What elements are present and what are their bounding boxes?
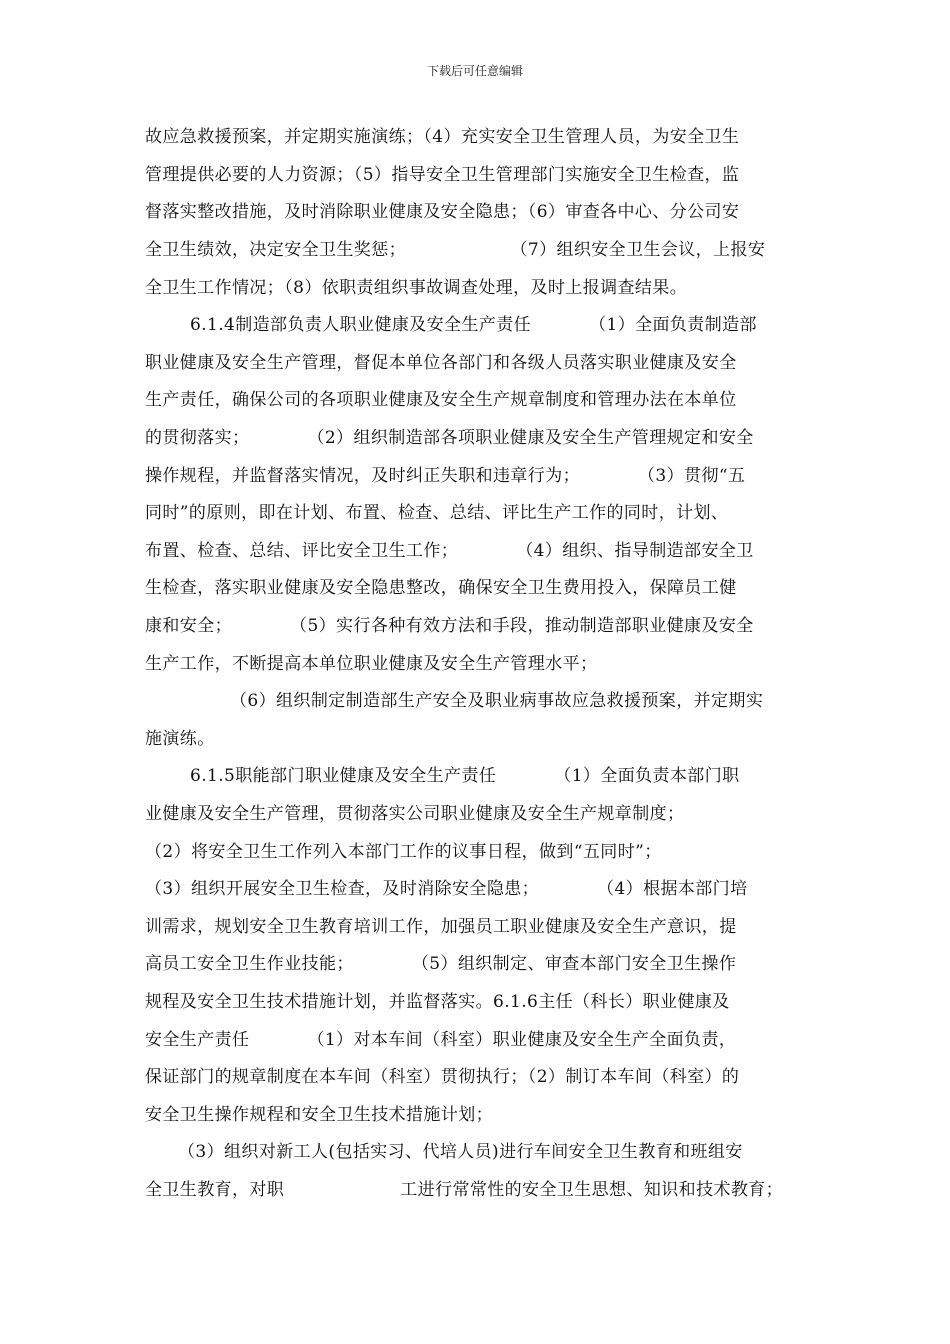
text-line: （3）组织开展安全卫生检查，及时消除安全隐患； （4）根据本部门培 xyxy=(145,879,748,899)
text-line: 的贯彻落实； （2）组织制造部各项职业健康及安全生产管理规定和安全 xyxy=(145,428,754,448)
text-line: 操作规程，并监督落实情况，及时纠正失职和违章行为； （3）贯彻“五 xyxy=(145,466,746,486)
text-line: 故应急救援预案，并定期实施演练；（4）充实安全卫生管理人员，为安全卫生 xyxy=(145,127,740,147)
text-line: 同时”的原则，即在计划、布置、检查、总结、评比生产工作的同时，计划、 xyxy=(145,503,729,523)
text-line: 康和安全； （5）实行各种有效方法和手段，推动制造部职业健康及安全 xyxy=(145,616,754,636)
text-line: 安全卫生操作规程和安全卫生技术措施计划； xyxy=(145,1105,493,1125)
text-line: 生检查，落实职业健康及安全隐患整改，确保安全卫生费用投入，保障员工健 xyxy=(145,578,737,598)
text-line: 全卫生绩效，决定安全卫生奖惩； （7）组织安全卫生会议，上报安 xyxy=(145,240,766,260)
text-line: 施演练。 xyxy=(145,729,215,749)
text-line: 业健康及安全生产管理，贯彻落实公司职业健康及安全生产规章制度； xyxy=(145,804,685,824)
text-line: 布置、检查、总结、评比安全卫生工作； （4）组织、指导制造部安全卫 xyxy=(145,541,754,561)
text-line: 全卫生工作情况；（8）依职责组织事故调查处理，及时上报调查结果。 xyxy=(145,278,688,298)
text-line: 督落实整改措施，及时消除职业健康及安全隐患；（6）审查各中心、分公司安 xyxy=(145,202,740,222)
text-line: 安全生产责任 （1）对本车间（科室）职业健康及安全生产全面负责， xyxy=(145,1030,737,1050)
text-line: 生产责任，确保公司的各项职业健康及安全生产规章制度和管理办法在本单位 xyxy=(145,390,737,410)
page-header: 下载后可任意编辑 xyxy=(426,64,523,78)
section-heading-6-1-5: 6.1.5职能部门职业健康及安全生产责任 （1）全面负责本部门职 xyxy=(190,766,740,786)
text-line: 规程及安全卫生技术措施计划，并监督落实。6.1.6主任（科长）职业健康及 xyxy=(145,992,730,1012)
text-line: 管理提供必要的人力资源；（5）指导安全卫生管理部门实施安全卫生检查，监 xyxy=(145,165,740,185)
text-line: （3）组织对新工人(包括实习、代培人员)进行车间安全卫生教育和班组安 xyxy=(178,1142,743,1162)
text-line: 职业健康及安全生产管理，督促本单位各部门和各级人员落实职业健康及安全 xyxy=(145,353,737,373)
text-line: （2）将安全卫生工作列入本部门工作的议事日程，做到“五同时”； xyxy=(145,842,662,862)
text-line: 全卫生教育，对职 工进行常常性的安全卫生思想、知识和技术教育； xyxy=(145,1180,784,1200)
text-line: （6）组织制定制造部生产安全及职业病事故应急救援预案，并定期实 xyxy=(230,691,764,711)
text-line: 高员工安全卫生作业技能； （5）组织制定、审查本部门安全卫生操作 xyxy=(145,954,737,974)
text-line: 生产工作，不断提高本单位职业健康及安全生产管理水平； xyxy=(145,654,598,674)
text-line: 保证部门的规章制度在本车间（科室）贯彻执行；（2）制订本车间（科室）的 xyxy=(145,1067,740,1087)
text-line: 训需求，规划安全卫生教育培训工作，加强员工职业健康及安全生产意识，提 xyxy=(145,917,737,937)
section-heading-6-1-4: 6.1.4制造部负责人职业健康及安全生产责任 （1）全面负责制造部 xyxy=(190,315,757,335)
